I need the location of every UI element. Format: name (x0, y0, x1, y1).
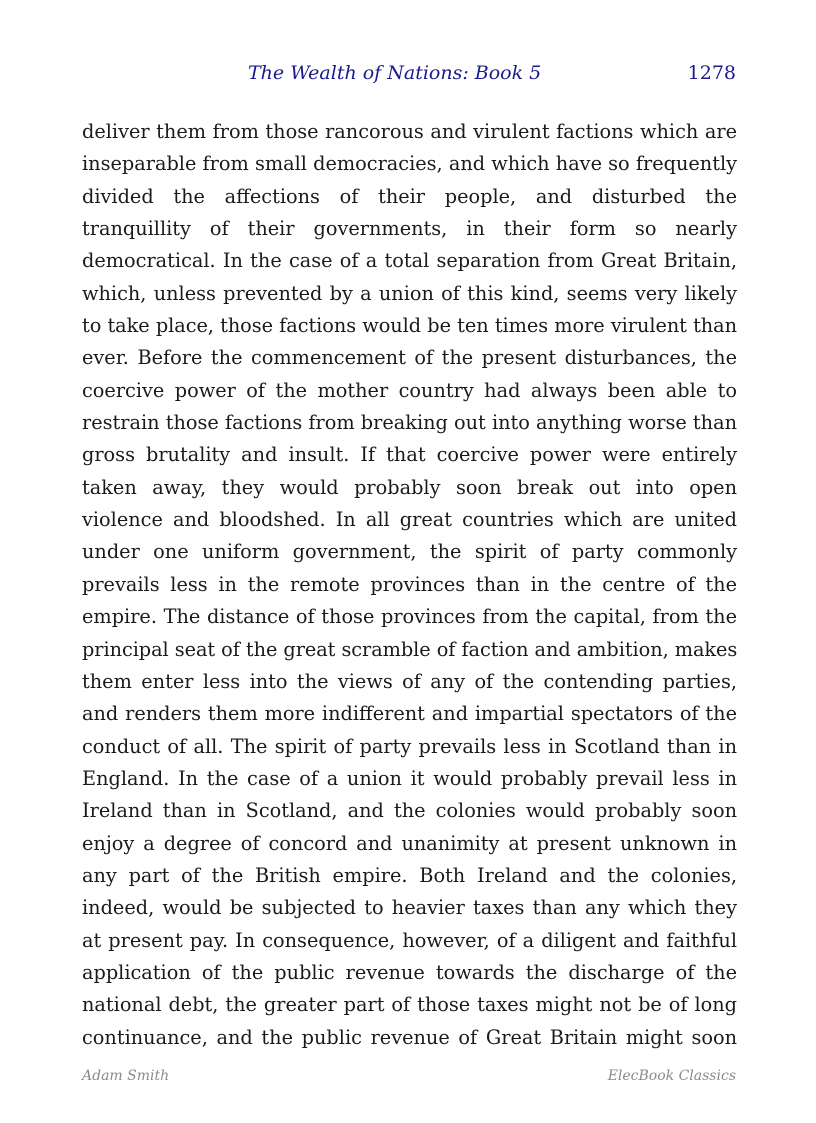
text-line: which, unless prevented by a union of this kind, seems very likely (82, 281, 737, 305)
text-line: continuance, and the public revenue of Great Britain might soon (82, 1025, 737, 1049)
text-line: enjoy a degree of concord and unanimity at present unknown in (82, 831, 737, 855)
text-line: principal seat of the great scramble of faction and ambition, makes (82, 637, 737, 661)
text-line: application of the public revenue towards the discharge of the (82, 960, 737, 984)
page-number: 1278 (687, 62, 736, 84)
text-line: Ireland than in Scotland, and the colonies would probably soon (82, 799, 737, 823)
text-line: and renders them more indifferent and impartial spectators of the (82, 702, 737, 726)
text-line: inseparable from small democracies, and which have so frequently (82, 152, 737, 176)
text-line: indeed, would be subjected to heavier taxes than any which they (82, 896, 737, 920)
text-line: ever. Before the commencement of the present disturbances, the (82, 346, 737, 370)
running-header-title: The Wealth of Nations: Book 5 (248, 62, 542, 84)
text-line: divided the affections of their people, and disturbed the (82, 184, 737, 208)
text-line: national debt, the greater part of those taxes might not be of long (82, 993, 737, 1017)
body-text (82, 116, 737, 1054)
text-line: England. In the case of a union it would probably prevail less in (82, 766, 737, 790)
text-line: prevails less in the remote provinces than in the centre of the (82, 572, 737, 596)
footer-author: Adam Smith (82, 1068, 170, 1084)
text-line: to take place, those factions would be ten times more virulent than (82, 314, 737, 338)
text-line: coercive power of the mother country had always been able to (82, 378, 737, 402)
text-line: under one uniform government, the spirit of party commonly (82, 540, 737, 564)
footer-publisher: ElecBook Classics (607, 1068, 736, 1084)
text-line: democratical. In the case of a total separation from Great Britain, (82, 249, 737, 273)
text-line: tranquillity of their governments, in their form so nearly (82, 217, 737, 241)
text-line: violence and bloodshed. In all great countries which are united (82, 508, 737, 532)
text-line: at present pay. In consequence, however, of a diligent and faithful (82, 928, 737, 952)
text-line: any part of the British empire. Both Ireland and the colonies, (82, 863, 737, 887)
text-line: conduct of all. The spirit of party prevails less in Scotland than in (82, 734, 737, 758)
text-line: taken away, they would probably soon break out into open (82, 475, 737, 499)
text-line: deliver them from those rancorous and virulent factions which are (82, 120, 737, 143)
text-line: restrain those factions from breaking out into anything worse than (82, 411, 737, 435)
text-line: them enter less into the views of any of the contending parties, (82, 669, 737, 693)
text-line: gross brutality and insult. If that coercive power were entirely (82, 443, 737, 467)
text-line: empire. The distance of those provinces from the capital, from the (82, 605, 737, 629)
